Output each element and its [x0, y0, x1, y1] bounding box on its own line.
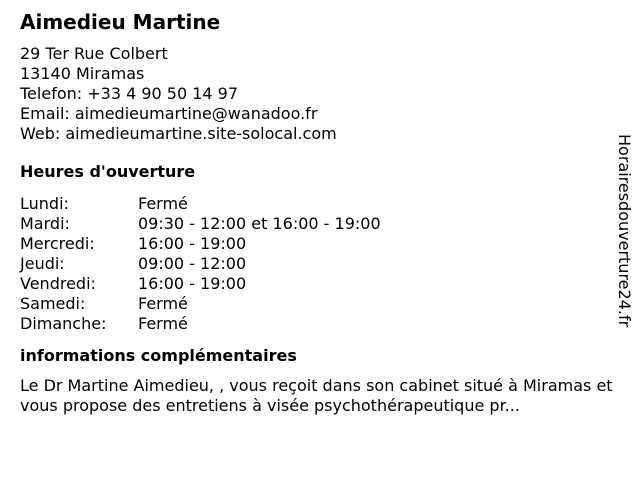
business-card: [20, 8, 620, 416]
hours-row-sunday: [20, 314, 620, 334]
phone-number: Telefon: +33 4 90 50 14 97: [20, 84, 239, 103]
day-label: Lundi:: [20, 194, 69, 213]
hours-row-thursday: [20, 254, 620, 274]
hours-heading: Heures d'ouverture: [20, 162, 196, 181]
website: Web: aimedieumartine.site-solocal.com: [20, 124, 337, 143]
day-label: Vendredi:: [20, 274, 96, 293]
day-label: Samedi:: [20, 294, 86, 313]
hours-table: [20, 194, 620, 334]
hours-row-wednesday: [20, 234, 620, 254]
email-address: Email: aimedieumartine@wanadoo.fr: [20, 104, 318, 123]
hours-row-saturday: [20, 294, 620, 314]
hours-row-tuesday: [20, 214, 620, 234]
additional-info-heading: informations complémentaires: [20, 346, 297, 365]
day-label: Mercredi:: [20, 234, 95, 253]
day-hours: Fermé: [138, 294, 188, 313]
city-postcode: 13140 Miramas: [20, 64, 145, 83]
additional-info-text: Le Dr Martine Aimedieu, , vous reçoit dans son cabinet situé à Miramas et vous propose des entretiens à visée psychothérapeutique pr...: [20, 376, 613, 415]
day-hours: 16:00 - 19:00: [138, 274, 247, 293]
contact-block: [20, 44, 620, 144]
day-hours: 16:00 - 19:00: [138, 234, 247, 253]
day-label: Jeudi:: [20, 254, 65, 273]
day-hours: Fermé: [138, 314, 188, 333]
day-hours: Fermé: [138, 194, 188, 213]
day-hours: 09:00 - 12:00: [138, 254, 247, 273]
business-name: Aimedieu Martine: [20, 10, 221, 34]
day-hours: 09:30 - 12:00 et 16:00 - 19:00: [138, 214, 381, 233]
day-label: Mardi:: [20, 214, 70, 233]
hours-row-friday: [20, 274, 620, 294]
site-watermark: Horairesdouverture24.fr: [615, 134, 634, 328]
hours-row-monday: [20, 194, 620, 214]
day-label: Dimanche:: [20, 314, 107, 333]
street-address: 29 Ter Rue Colbert: [20, 44, 168, 63]
